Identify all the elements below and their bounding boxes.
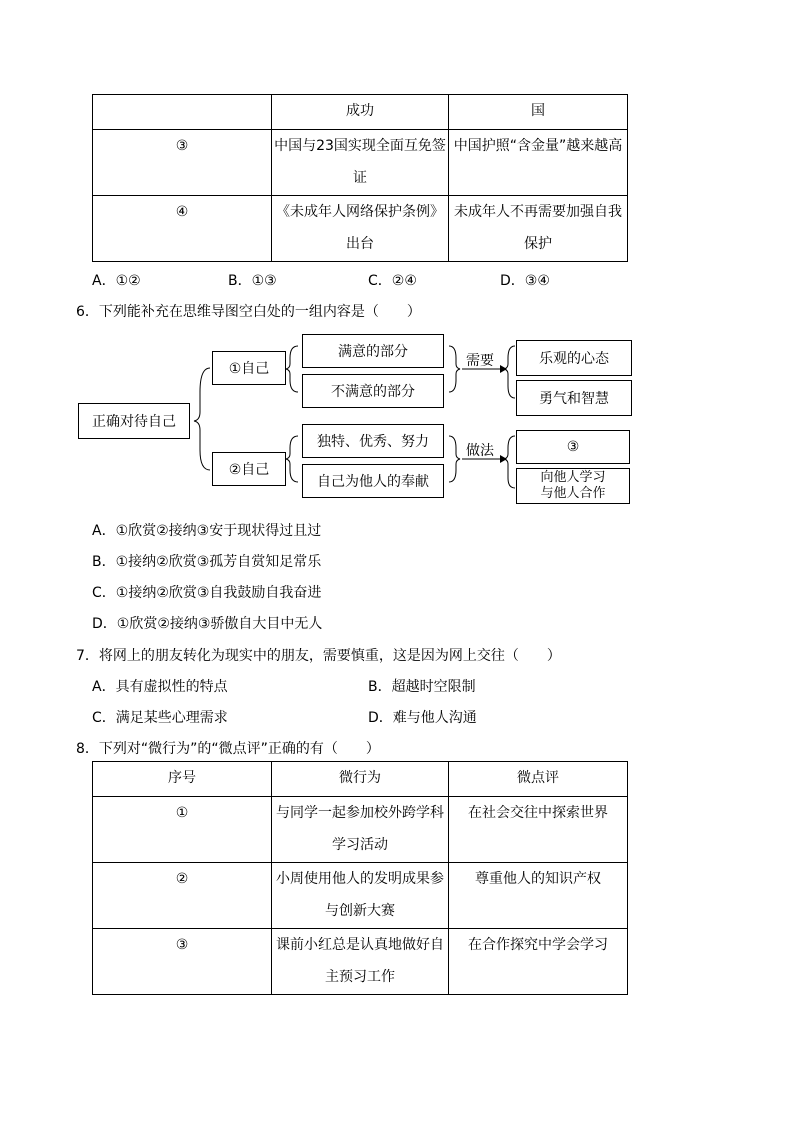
table-header: 序号: [93, 762, 272, 797]
option-d[interactable]: D．①欣赏②接纳③骄傲自大目中无人: [92, 616, 323, 632]
table-cell: 与同学一起参加校外跨学科学习活动: [272, 797, 449, 863]
mindmap-leaf-1a: 满意的部分: [302, 334, 444, 368]
mindmap-root: 正确对待自己: [78, 403, 190, 439]
table-cell: 小周使用他人的发明成果参与创新大赛: [272, 863, 449, 929]
table-cell: 在合作探究中学会学习: [449, 929, 628, 995]
table-cell: ④: [93, 196, 272, 262]
mindmap-leaf-2a: 独特、优秀、努力: [302, 424, 444, 458]
option-a[interactable]: A．具有虚拟性的特点: [92, 679, 228, 695]
mindmap-branch-1: ①自己: [212, 351, 286, 385]
option-d[interactable]: D．难与他人沟通: [368, 710, 477, 726]
question-8-stem: 8．下列对“微行为”的“微点评”正确的有（ ）: [76, 741, 380, 757]
table-cell: 《未成年人网络保护条例》出台: [272, 196, 449, 262]
mindmap-outcome-1b: 勇气和智慧: [516, 380, 632, 416]
option-c[interactable]: C．满足某些心理需求: [92, 710, 228, 726]
mindmap-arrow-label-2: 做法: [466, 443, 494, 459]
table-cell: 中国与23国实现全面互免签证: [272, 130, 449, 196]
option-c[interactable]: C．②④: [368, 273, 417, 289]
table-cell: 未成年人不再需要加强自我保护: [449, 196, 628, 262]
mindmap-outcome-1a: 乐观的心态: [516, 340, 632, 376]
table-cell: 国: [449, 95, 628, 130]
question-7-stem: 7．将网上的朋友转化为现实中的朋友，需要慎重，这是因为网上交往（ ）: [76, 648, 561, 664]
option-c[interactable]: C．①接纳②欣赏③自我鼓励自我奋进: [92, 585, 322, 601]
table-cell: ③: [93, 929, 272, 995]
option-b[interactable]: B．①③: [228, 273, 277, 289]
mindmap-branch-2: ②自己: [212, 452, 286, 486]
question-6-stem: 6．下列能补充在思维导图空白处的一组内容是（ ）: [76, 304, 421, 320]
table-cell: 课前小红总是认真地做好自主预习工作: [272, 929, 449, 995]
table-q8: [92, 761, 628, 995]
option-b[interactable]: B．超越时空限制: [368, 679, 476, 695]
mindmap-leaf-2b: 自己为他人的奉献: [302, 464, 444, 498]
table-cell: 尊重他人的知识产权: [449, 863, 628, 929]
mindmap-outcome-2b: 向他人学习与他人合作: [516, 468, 630, 504]
table-header: 微行为: [272, 762, 449, 797]
mindmap-arrow-label-1: 需要: [466, 353, 494, 369]
option-a[interactable]: A．①②: [92, 273, 141, 289]
table-header: 微点评: [449, 762, 628, 797]
table-cell: ③: [93, 130, 272, 196]
table-cell: 成功: [272, 95, 449, 130]
table-cell: ①: [93, 797, 272, 863]
table-cell: 中国护照“含金量”越来越高: [449, 130, 628, 196]
mindmap-leaf-1b: 不满意的部分: [302, 374, 444, 408]
table-cell: 在社会交往中探索世界: [449, 797, 628, 863]
table-cell: ②: [93, 863, 272, 929]
option-a[interactable]: A．①欣赏②接纳③安于现状得过且过: [92, 523, 322, 539]
option-b[interactable]: B．①接纳②欣赏③孤芳自赏知足常乐: [92, 554, 322, 570]
option-d[interactable]: D．③④: [500, 273, 550, 289]
mindmap-outcome-2a: ③: [516, 430, 630, 464]
